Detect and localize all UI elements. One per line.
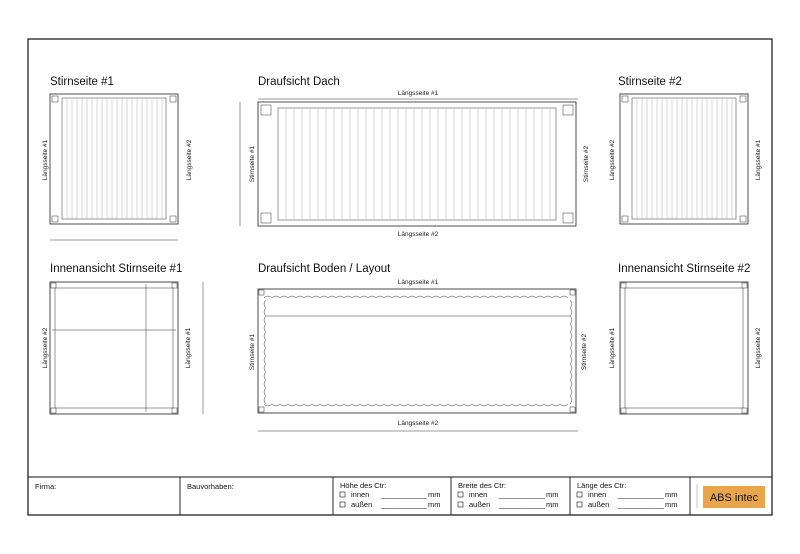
view-title: Stirnseite #2 xyxy=(618,76,682,88)
corrugated-wall-bottom xyxy=(264,404,568,406)
corner-castings xyxy=(259,290,575,412)
label-laengsseite: Längsseite #2 xyxy=(397,231,439,238)
title-block xyxy=(28,477,772,515)
label-laengsseite: Längsseite #2 xyxy=(609,139,616,181)
roof-ribs xyxy=(286,109,550,219)
label-laengsseite: Längsseite #2 xyxy=(186,139,193,181)
view-draufsicht-dach xyxy=(240,76,590,238)
unit-mm: mm xyxy=(665,500,678,509)
innen-label: innen xyxy=(469,490,488,499)
corner-castings xyxy=(51,283,177,413)
unit-mm: mm xyxy=(665,490,678,499)
view-title: Draufsicht Dach xyxy=(258,76,340,88)
aussen-label: außen xyxy=(351,500,373,509)
label-stirnseite: Stirnseite #1 xyxy=(249,145,256,183)
inner-wall xyxy=(625,288,743,408)
view-innenansicht-stirnseite-1 xyxy=(42,263,203,414)
inner-wall xyxy=(55,288,173,408)
bauvorhaben-label: Bauvorhaben: xyxy=(187,482,234,491)
view-title: Draufsicht Boden / Layout xyxy=(258,263,391,275)
unit-mm: mm xyxy=(428,500,441,509)
label-laengsseite: Längsseite #1 xyxy=(42,139,49,181)
aussen-label: außen xyxy=(469,500,491,509)
logo-text: ABS intec xyxy=(709,492,759,504)
corrugated-panel xyxy=(62,98,166,219)
innen-label: innen xyxy=(588,490,607,499)
sheet-border xyxy=(28,39,772,515)
container-outline xyxy=(50,94,178,224)
corner-castings xyxy=(622,96,746,222)
view-title: Stirnseite #1 xyxy=(50,76,114,88)
aussen-checkbox[interactable] xyxy=(458,502,463,507)
container-outline xyxy=(620,282,748,414)
corner-castings xyxy=(52,96,176,222)
label-laengsseite: Längsseite #1 xyxy=(185,327,192,369)
aussen-blank[interactable]: ___________ xyxy=(381,500,427,509)
breite-field xyxy=(458,481,559,509)
corrugated-wall-left xyxy=(264,300,266,404)
label-stirnseite: Stirnseite #1 xyxy=(249,333,256,371)
aussen-blank[interactable]: ___________ xyxy=(499,500,545,509)
aussen-label: außen xyxy=(588,500,610,509)
roof-panel xyxy=(278,108,556,220)
view-title: Innenansicht Stirnseite #2 xyxy=(618,263,751,275)
innen-checkbox[interactable] xyxy=(340,492,345,497)
container-outline xyxy=(258,102,576,226)
view-draufsicht-boden xyxy=(249,263,588,431)
innen-blank[interactable]: ___________ xyxy=(381,490,427,499)
innen-label: innen xyxy=(351,490,370,499)
view-innenansicht-stirnseite-2 xyxy=(609,263,762,414)
label-laengsseite: Längsseite #1 xyxy=(397,90,439,97)
label-laengsseite: Längsseite #1 xyxy=(755,139,762,181)
corrugated-wall-top xyxy=(264,296,568,298)
aussen-checkbox[interactable] xyxy=(340,502,345,507)
label-stirnseite: Stirnseite #2 xyxy=(583,145,590,183)
view-stirnseite-2 xyxy=(609,76,762,224)
container-outline xyxy=(258,289,576,413)
corner-castings xyxy=(621,283,747,413)
container-outline xyxy=(620,94,748,224)
hoehe-title: Höhe des Ctr: xyxy=(340,481,387,490)
label-laengsseite: Längsseite #2 xyxy=(755,327,762,369)
corrugation-ribs xyxy=(67,99,162,219)
corrugated-wall-right xyxy=(570,300,572,404)
corrugation-ribs xyxy=(637,99,732,219)
firma-label: Firma: xyxy=(35,482,57,491)
label-laengsseite: Längsseite #1 xyxy=(609,327,616,369)
view-title: Innenansicht Stirnseite #1 xyxy=(50,263,183,275)
container-outline xyxy=(50,282,178,414)
breite-title: Breite des Ctr: xyxy=(458,481,506,490)
label-laengsseite: Längsseite #2 xyxy=(42,327,49,369)
unit-mm: mm xyxy=(546,500,559,509)
view-stirnseite-1 xyxy=(42,76,193,240)
abs-intec-logo xyxy=(697,484,765,508)
hoehe-field xyxy=(340,481,441,509)
corrugated-panel xyxy=(632,98,736,219)
innen-blank[interactable]: ___________ xyxy=(618,490,664,499)
unit-mm: mm xyxy=(428,490,441,499)
innen-checkbox[interactable] xyxy=(458,492,463,497)
innen-blank[interactable]: ___________ xyxy=(499,490,545,499)
aussen-checkbox[interactable] xyxy=(577,502,582,507)
laenge-title: Länge des Ctr: xyxy=(577,481,627,490)
innen-checkbox[interactable] xyxy=(577,492,582,497)
label-laengsseite: Längsseite #2 xyxy=(397,420,439,427)
label-stirnseite: Stirnseite #2 xyxy=(581,333,588,371)
label-laengsseite: Längsseite #1 xyxy=(397,279,439,286)
laenge-field xyxy=(577,481,678,509)
unit-mm: mm xyxy=(546,490,559,499)
aussen-blank[interactable]: ___________ xyxy=(618,500,664,509)
